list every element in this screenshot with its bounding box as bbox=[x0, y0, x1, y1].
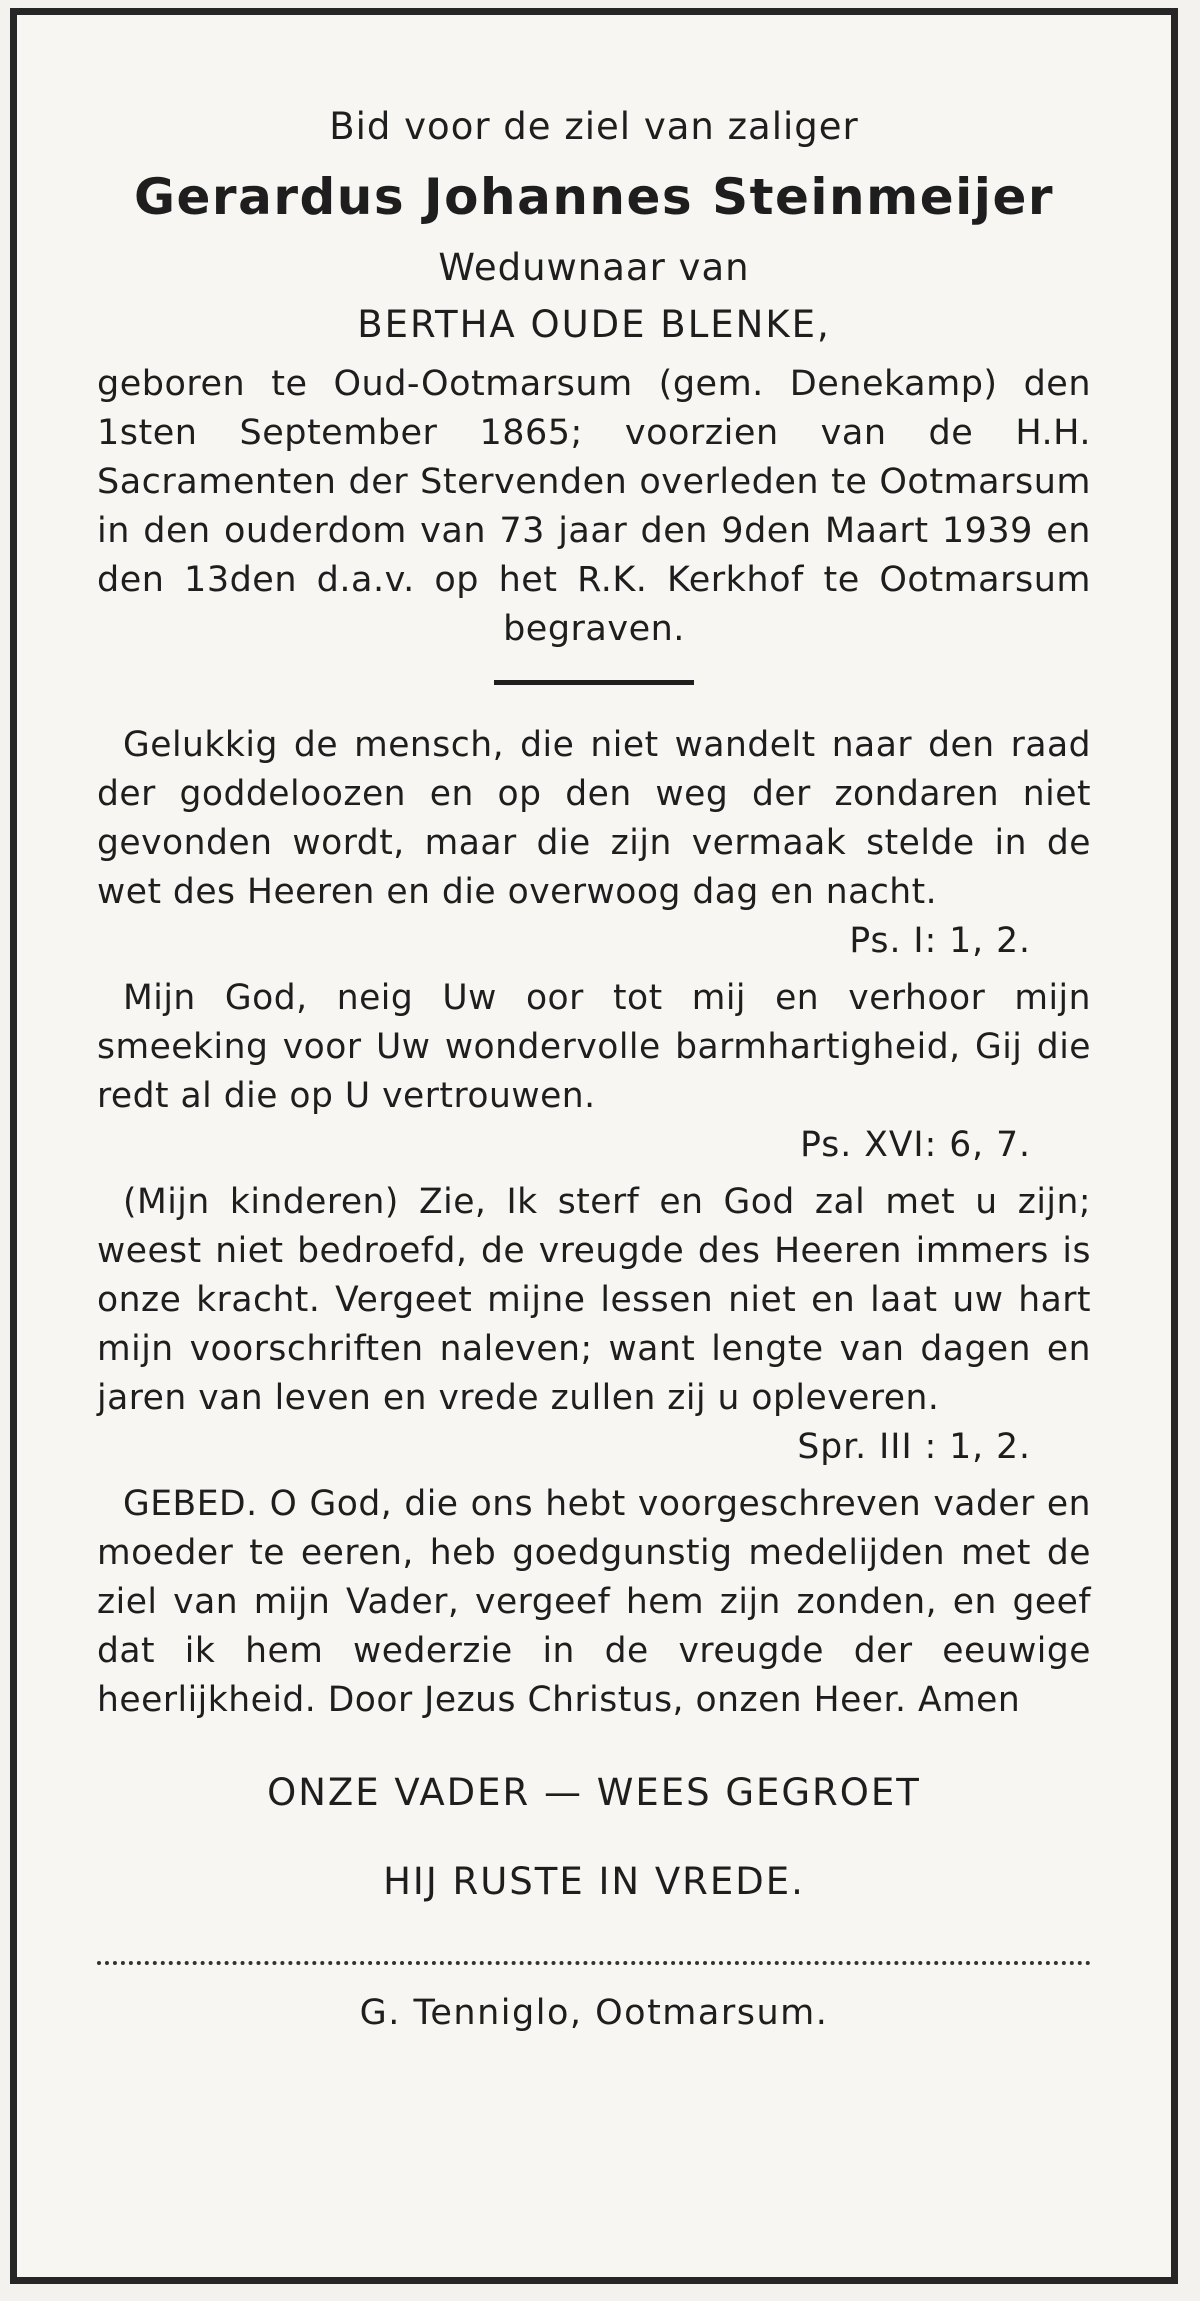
deceased-name: Gerardus Johannes Steinmeijer bbox=[133, 168, 1055, 226]
closing-prayers: ONZE VADER — WEES GEGROET bbox=[267, 1771, 921, 1814]
printer-credit: G. Tenniglo, Ootmarsum. bbox=[359, 1993, 829, 2033]
prayer-text: GEBED. O God, die ons hebt voorgeschreven vader en moeder te eeren, heb goedgunstig medelijden met de ziel van mijn Vader, vergeef hem zijn zonden, en geef dat ik hem wederzie in de vreugde der eeuwige heerlijkheid. Door Jezus Christus, onzen Heer. Amen bbox=[97, 1484, 1091, 1720]
dotted-divider bbox=[97, 1961, 1091, 1965]
verse-1-ref: Ps. I: 1, 2. bbox=[849, 921, 1031, 961]
verse-2-ref: Ps. XVI: 6, 7. bbox=[800, 1125, 1031, 1165]
divider-rule bbox=[494, 680, 694, 685]
verse-2 bbox=[97, 974, 1091, 1121]
prayer bbox=[97, 1480, 1091, 1725]
verse-1-text: Gelukkig de mensch, die niet wandelt naar den raad der goddeloozen en op den weg der zondaren niet gevonden wordt, maar die zijn vermaak stelde in de wet des Heeren en die overwoog dag en nacht. bbox=[97, 725, 1091, 912]
spouse-name: BERTHA OUDE BLENKE, bbox=[357, 303, 831, 346]
verse-3 bbox=[97, 1178, 1091, 1423]
memorial-card bbox=[10, 8, 1178, 2284]
rest-in-peace: HIJ RUSTE IN VREDE. bbox=[383, 1860, 805, 1903]
verse-3-ref: Spr. III : 1, 2. bbox=[797, 1427, 1031, 1467]
biography: geboren te Oud-Ootmarsum (gem. Denekamp) den 1sten September 1865; voorzien van de H.H. Sacramenten der Stervenden overleden te Ootmarsum in den ouderdom van 73 jaar den 9den Maart 1939 en den 13den d.a.v. op het R.K. Kerkhof te Ootmarsum begraven. bbox=[97, 364, 1091, 649]
intro-line: Bid voor de ziel van zaliger bbox=[329, 105, 859, 148]
verse-2-text: Mijn God, neig Uw oor tot mij en verhoor mijn smeeking voor Uw wondervolle barmhartigheid, Gij die redt al die op U vertrouwen. bbox=[97, 978, 1091, 1116]
verse-1 bbox=[97, 721, 1091, 917]
widower-line: Weduwnaar van bbox=[438, 246, 750, 289]
card-content bbox=[97, 105, 1091, 2033]
verse-3-text: (Mijn kinderen) Zie, Ik sterf en God zal met u zijn; weest niet bedroefd, de vreugde des Heeren immers is onze kracht. Vergeet mijne lessen niet en laat uw hart mijn voorschriften naleven; want lengte van dagen en jaren van leven en vrede zullen zij u opleveren. bbox=[97, 1182, 1091, 1418]
